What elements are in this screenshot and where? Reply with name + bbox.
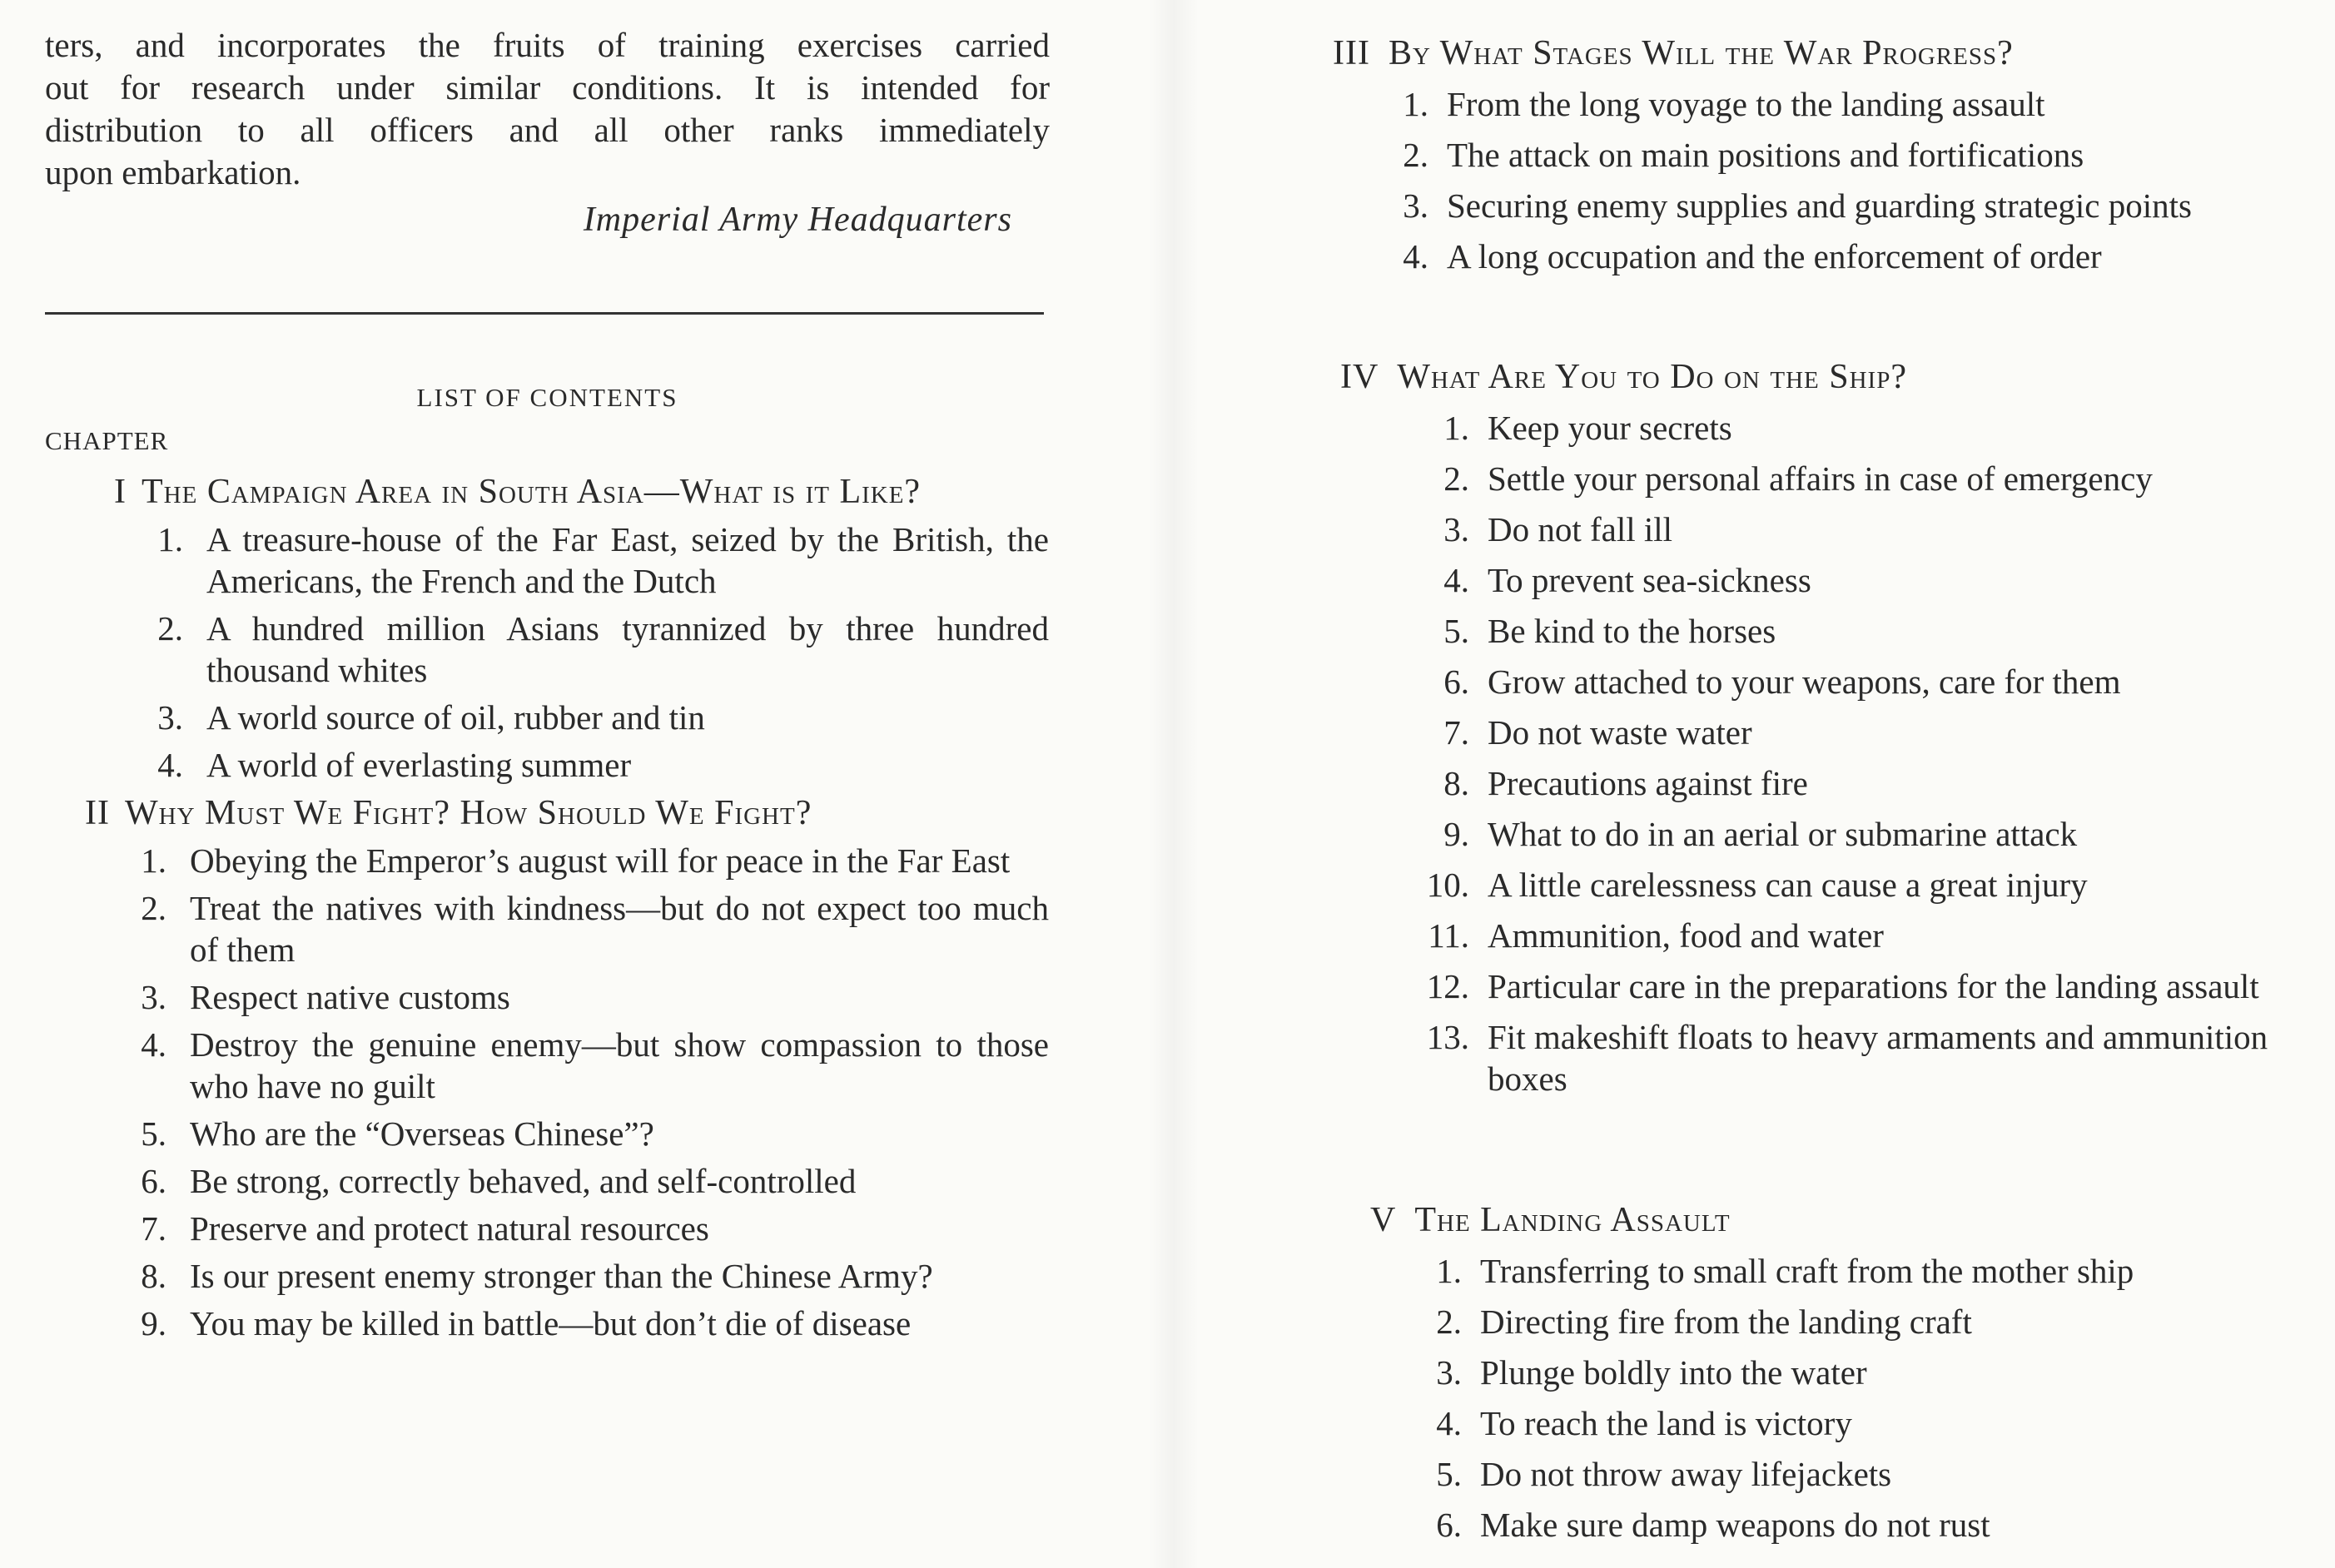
list-item [1340,610,2306,652]
signature: Imperial Army Headquarters [583,201,1012,239]
item-text: Destroy the genuine enemy—but show compassion to those who have no guilt [190,1025,1049,1105]
chapter-heading [60,792,1049,834]
divider-rule [45,312,1044,315]
item-number: 12. [1426,967,1469,1005]
item-text: To prevent sea-sickness [1488,561,1811,599]
list-item [1340,915,2306,956]
list-item [1340,407,2306,449]
item-number: 13. [1426,1018,1469,1056]
item-number: 5. [141,1114,166,1153]
item-number: 4. [157,746,183,784]
list-item [60,1303,1049,1344]
item-text: A hundred million Asians tyrannized by three hundred thousand whites [206,609,1049,689]
item-text: Settle your personal affairs in case of emergency [1488,459,2153,498]
item-text: Securing enemy supplies and guarding strategic points [1447,186,2192,225]
list-item [60,1255,1049,1297]
list-item [60,976,1049,1018]
item-text: Who are the “Overseas Chinese”? [190,1114,654,1153]
item-text: Obeying the Emperor’s august will for peace in the Far East [190,841,1011,880]
item-text: Do not waste water [1488,713,1752,752]
list-item [60,1208,1049,1249]
left-chapters [77,471,1049,1344]
list-item [1370,1504,2303,1546]
intro-paragraph [45,24,1050,194]
item-number: 3. [141,978,166,1016]
item-text: Grow attached to your weapons, care for them [1488,662,2121,701]
item-text: Make sure damp weapons do not rust [1480,1506,1990,1544]
item-text: Ammunition, food and water [1488,916,1884,955]
list-item [1333,236,2298,277]
item-number: 9. [1443,815,1469,853]
list-item [77,519,1049,602]
chapter-title: What Are You to Do on the Ship? [1397,358,1907,396]
item-text: Do not throw away lifejackets [1480,1455,1892,1493]
item-number: 4. [1443,561,1469,599]
intro-line: distribution to all officers and all other ranks immediately [45,111,1050,149]
item-number: 2. [157,609,183,648]
item-number: 1. [1403,85,1428,123]
item-text: Precautions against fire [1488,764,1808,802]
chapter-numeral: III [1333,34,1370,72]
item-number: 1. [141,841,166,880]
item-text: Be strong, correctly behaved, and self-controlled [190,1162,857,1200]
item-text: Keep your secrets [1488,409,1732,447]
item-number: 8. [141,1257,166,1295]
list-item [1370,1352,2303,1393]
item-number: 7. [141,1209,166,1248]
chapter-v [1370,1199,2303,1546]
item-text: A world of everlasting summer [206,746,632,784]
list-item [1340,712,2306,753]
item-text: A long occupation and the enforcement of order [1447,237,2102,275]
chapter-numeral: V [1370,1201,1397,1239]
item-text: From the long voyage to the landing assault [1447,85,2045,123]
item-number: 6. [1443,662,1469,701]
list-item [1333,134,2298,176]
chapter-numeral: II [85,794,110,832]
item-text: Transferring to small craft from the mother ship [1480,1252,2134,1290]
item-number: 3. [1443,510,1469,548]
item-number: 8. [1443,764,1469,802]
list-item [1333,83,2298,125]
chapter-title: By What Stages Will the War Progress? [1388,34,2014,72]
item-number: 4. [141,1025,166,1064]
item-text: A world source of oil, rubber and tin [206,698,705,737]
list-item [1340,762,2306,804]
list-item [1333,185,2298,226]
item-text: The attack on main positions and fortifications [1447,136,2084,174]
chapter-numeral: IV [1340,358,1379,396]
list-item [77,697,1049,738]
chapter-title: The Landing Assault [1414,1201,1731,1239]
list-item [60,1160,1049,1202]
chapter-title: Why Must We Fight? How Should We Fight? [125,794,812,832]
item-text: You may be killed in battle—but don’t die of disease [190,1304,912,1342]
list-item [1340,965,2306,1007]
item-text: What to do in an aerial or submarine attack [1488,815,2078,853]
item-number: 1. [157,520,183,558]
item-number: 9. [141,1304,166,1342]
list-item [77,744,1049,786]
item-number: 2. [1436,1303,1462,1341]
list-item [1340,661,2306,702]
list-item [1340,1016,2306,1099]
item-text: Plunge boldly into the water [1480,1353,1867,1392]
item-number: 2. [1403,136,1428,174]
list-item [1340,864,2306,906]
list-item [60,887,1049,970]
item-number: 2. [1443,459,1469,498]
list-item [1340,813,2306,855]
book-gutter [1149,0,1199,1568]
item-text: Do not fall ill [1488,510,1673,548]
chapter-heading [1340,356,2306,398]
chapter-numeral: I [114,473,127,511]
item-number: 3. [1403,186,1428,225]
chapter-heading [77,471,1049,513]
list-item [1340,559,2306,601]
list-item [60,1024,1049,1107]
list-item [1340,509,2306,550]
item-number: 5. [1443,612,1469,650]
item-text: Preserve and protect natural resources [190,1209,709,1248]
chapter-iii [1333,32,2298,277]
item-number: 1. [1443,409,1469,447]
item-number: 4. [1436,1404,1462,1442]
item-number: 11. [1428,916,1469,955]
intro-line: out for research under similar conditions. It is intended for [45,68,1050,107]
item-text: Be kind to the horses [1488,612,1776,650]
item-number: 3. [1436,1353,1462,1392]
item-number: 4. [1403,237,1428,275]
item-number: 5. [1436,1455,1462,1493]
list-item [1370,1301,2303,1342]
item-text: Respect native customs [190,978,510,1016]
intro-line: ters, and incorporates the fruits of training exercises carried [45,26,1050,64]
item-text: A treasure-house of the Far East, seized by the British, the Americans, the French and the Dutch [206,520,1049,600]
item-text: Treat the natives with kindness—but do not expect too much of them [190,889,1049,969]
item-text: Fit makeshift floats to heavy armaments and ammunition boxes [1488,1018,2268,1098]
item-text: Particular care in the preparations for the landing assault [1488,967,2259,1005]
chapter-iv [1340,356,2306,1099]
item-number: 3. [157,698,183,737]
list-item [77,608,1049,691]
list-title: LIST OF CONTENTS [416,383,678,412]
chapter-heading [1370,1199,2303,1241]
item-number: 10. [1426,866,1469,904]
item-number: 2. [141,889,166,927]
chapter-label: CHAPTER [45,426,169,455]
item-text: To reach the land is victory [1480,1404,1852,1442]
item-number: 1. [1436,1252,1462,1290]
list-item [60,1113,1049,1154]
list-item [1340,458,2306,499]
chapter-section [60,792,1049,1344]
chapter-section [77,471,1049,786]
intro-line: upon embarkation. [45,153,301,191]
item-text: A little carelessness can cause a great injury [1488,866,2088,904]
chapter-title: The Campaign Area in South Asia—What is it Like? [142,473,922,511]
item-number: 6. [1436,1506,1462,1544]
item-number: 6. [141,1162,166,1200]
chapter-heading [1333,32,2298,74]
list-item [1370,1250,2303,1292]
list-item [1370,1453,2303,1495]
item-text: Is our present enemy stronger than the Chinese Army? [190,1257,933,1295]
list-item [1370,1402,2303,1444]
item-number: 7. [1443,713,1469,752]
item-text: Directing fire from the landing craft [1480,1303,1972,1341]
list-item [60,840,1049,881]
